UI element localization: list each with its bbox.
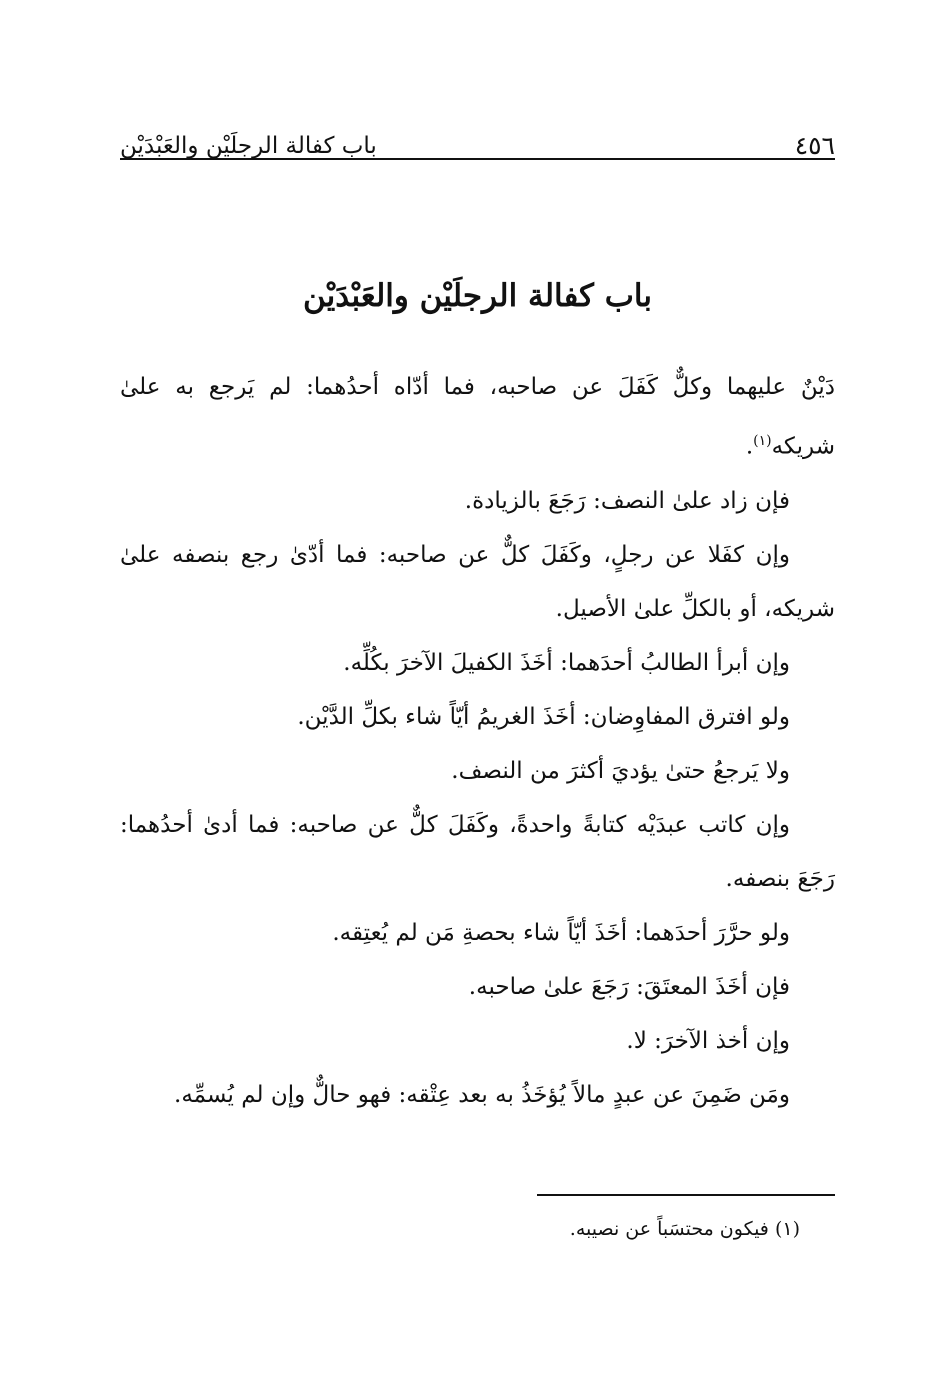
paragraph: ولا يَرجعُ حتىٰ يؤديَ أكثرَ من النصف. (451, 757, 790, 784)
footnote-text: فيكون محتسَباً عن نصيبه. (569, 1218, 769, 1240)
running-header (120, 112, 835, 158)
paragraph: ومَن ضَمِنَ عن عبدٍ مالاً يُؤخَذُ به بعد عِتْقه: فهو حالٌّ وإن لم يُسمِّه. (174, 1081, 790, 1108)
paragraph: ولو حرَّرَ أحدَهما: أخَذَ أيّاً شاء بحصةِ مَن لم يُعتِقه. (332, 919, 790, 946)
page-number: ٤٥٦ (794, 131, 835, 160)
paragraph: وإن كاتب عبدَيْه كتابةً واحدةً، وكَفَلَ كلٌّ عن صاحبه: فما أدىٰ أحدُهما: رَجَعَ بنصفه. (120, 811, 835, 892)
paragraph-text: دَيْنٌ عليهما وكلٌّ كَفَلَ عن صاحبه، فما أدّاه أحدُهما: لم يَرجع به علىٰ شريكه (120, 374, 835, 460)
paragraph: فإن أخَذَ المعتَقَ: رَجَعَ علىٰ صاحبه. (468, 973, 790, 1000)
chapter-title: باب كفالة الرجلَيْن والعَبْدَيْن (303, 278, 652, 314)
body-text (120, 360, 835, 1122)
running-title: باب كفالة الرجلَيْن والعَبْدَيْن (120, 133, 377, 159)
paragraph: ولو افترق المفاوِضان: أخَذَ الغريمُ أيّاً شاء بكلِّ الدَّيْن. (297, 703, 790, 730)
footnote-divider (537, 1194, 835, 1196)
paragraph: فإن زاد علىٰ النصف: رَجَعَ بالزيادة. (464, 487, 790, 514)
footnote (400, 1214, 800, 1244)
footnote-marker: (١) (774, 1218, 800, 1240)
paragraph: وإن كفَلا عن رجلٍ، وكَفَلَ كلٌّ عن صاحبه: فما أدّىٰ رجع بنصفه علىٰ شريكه، أو بالكلِّ علىٰ الأصيل. (120, 541, 835, 622)
paragraph-tail: . (745, 433, 754, 460)
paragraph: وإن أبرأ الطالبُ أحدَهما: أخَذَ الكفيلَ الآخرَ بكُلِّه. (343, 649, 790, 676)
footnote-reference[interactable]: (١) (753, 433, 772, 449)
header-divider (120, 158, 835, 160)
paragraph: وإن أخذ الآخرَ: لا. (626, 1027, 790, 1054)
paragraph (120, 360, 835, 474)
